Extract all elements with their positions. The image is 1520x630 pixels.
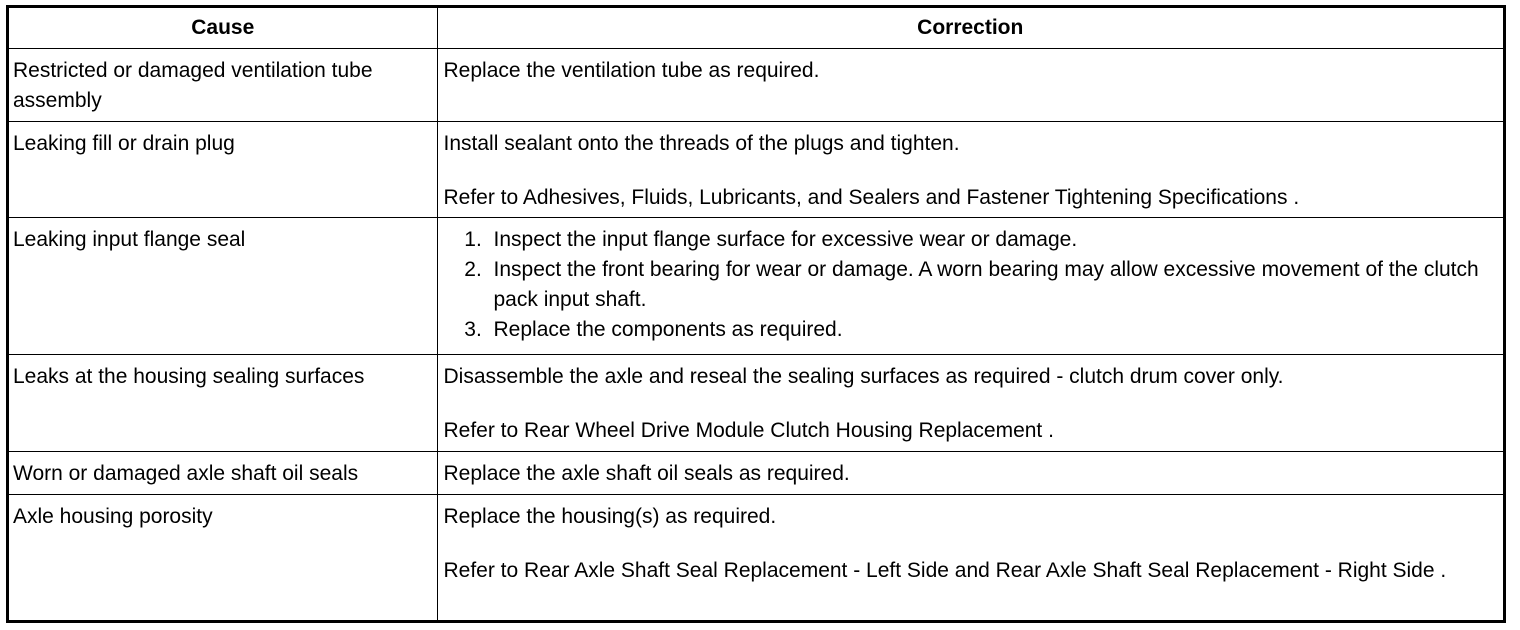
correction-step: 3. Replace the components as required. <box>494 315 1498 345</box>
table-header-row <box>9 8 1503 49</box>
correction-text: Replace the ventilation tube as required. <box>443 59 820 82</box>
correction-step: 2. Inspect the front bearing for wear or damage. A worn bearing may allow excessive movement of the clutch pack input shaft. <box>494 255 1498 315</box>
header-cause: Cause <box>9 8 437 49</box>
cause-cell: Worn or damaged axle shaft oil seals <box>9 452 437 495</box>
correction-text: Disassemble the axle and reseal the sealing surfaces as required - clutch drum cover only. <box>443 365 1284 389</box>
table-row <box>9 49 1503 122</box>
cause-cell: Axle housing porosity <box>9 495 437 620</box>
correction-text: Replace the housing(s) as required. <box>443 505 777 529</box>
cause-cell: Leaking fill or drain plug <box>9 122 437 218</box>
correction-text: Replace the axle shaft oil seals as required. <box>443 462 850 486</box>
table-row <box>9 355 1503 452</box>
reference-link[interactable]: Refer to Adhesives, Fluids, Lubricants, and Sealers and Fastener Tightening Specifications . <box>443 186 1300 210</box>
reference-link[interactable]: Refer to Rear Wheel Drive Module Clutch Housing Replacement . <box>443 419 1054 443</box>
cause-correction-table <box>9 8 1503 620</box>
correction-cell <box>437 49 1503 122</box>
correction-cell <box>437 355 1503 452</box>
table-row <box>9 452 1503 495</box>
cause-cell: Restricted or damaged ventilation tube assembly <box>9 49 437 122</box>
cause-cell: Leaking input flange seal <box>9 218 437 355</box>
correction-cell <box>437 495 1503 620</box>
correction-cell <box>437 122 1503 218</box>
correction-steps-list <box>444 225 1498 345</box>
table-row <box>9 218 1503 355</box>
cause-correction-table-container <box>6 5 1506 623</box>
table-row <box>9 122 1503 218</box>
correction-cell <box>437 218 1503 355</box>
correction-text: Install sealant onto the threads of the plugs and tighten. <box>443 132 960 156</box>
correction-cell <box>437 452 1503 495</box>
reference-link[interactable]: Refer to Rear Axle Shaft Seal Replacement - Left Side and Rear Axle Shaft Seal Replacement - Right Side . <box>443 559 1447 583</box>
correction-step: 1. Inspect the input flange surface for excessive wear or damage. <box>494 225 1498 255</box>
table-row <box>9 495 1503 620</box>
header-correction: Correction <box>437 8 1503 49</box>
cause-cell: Leaks at the housing sealing surfaces <box>9 355 437 452</box>
